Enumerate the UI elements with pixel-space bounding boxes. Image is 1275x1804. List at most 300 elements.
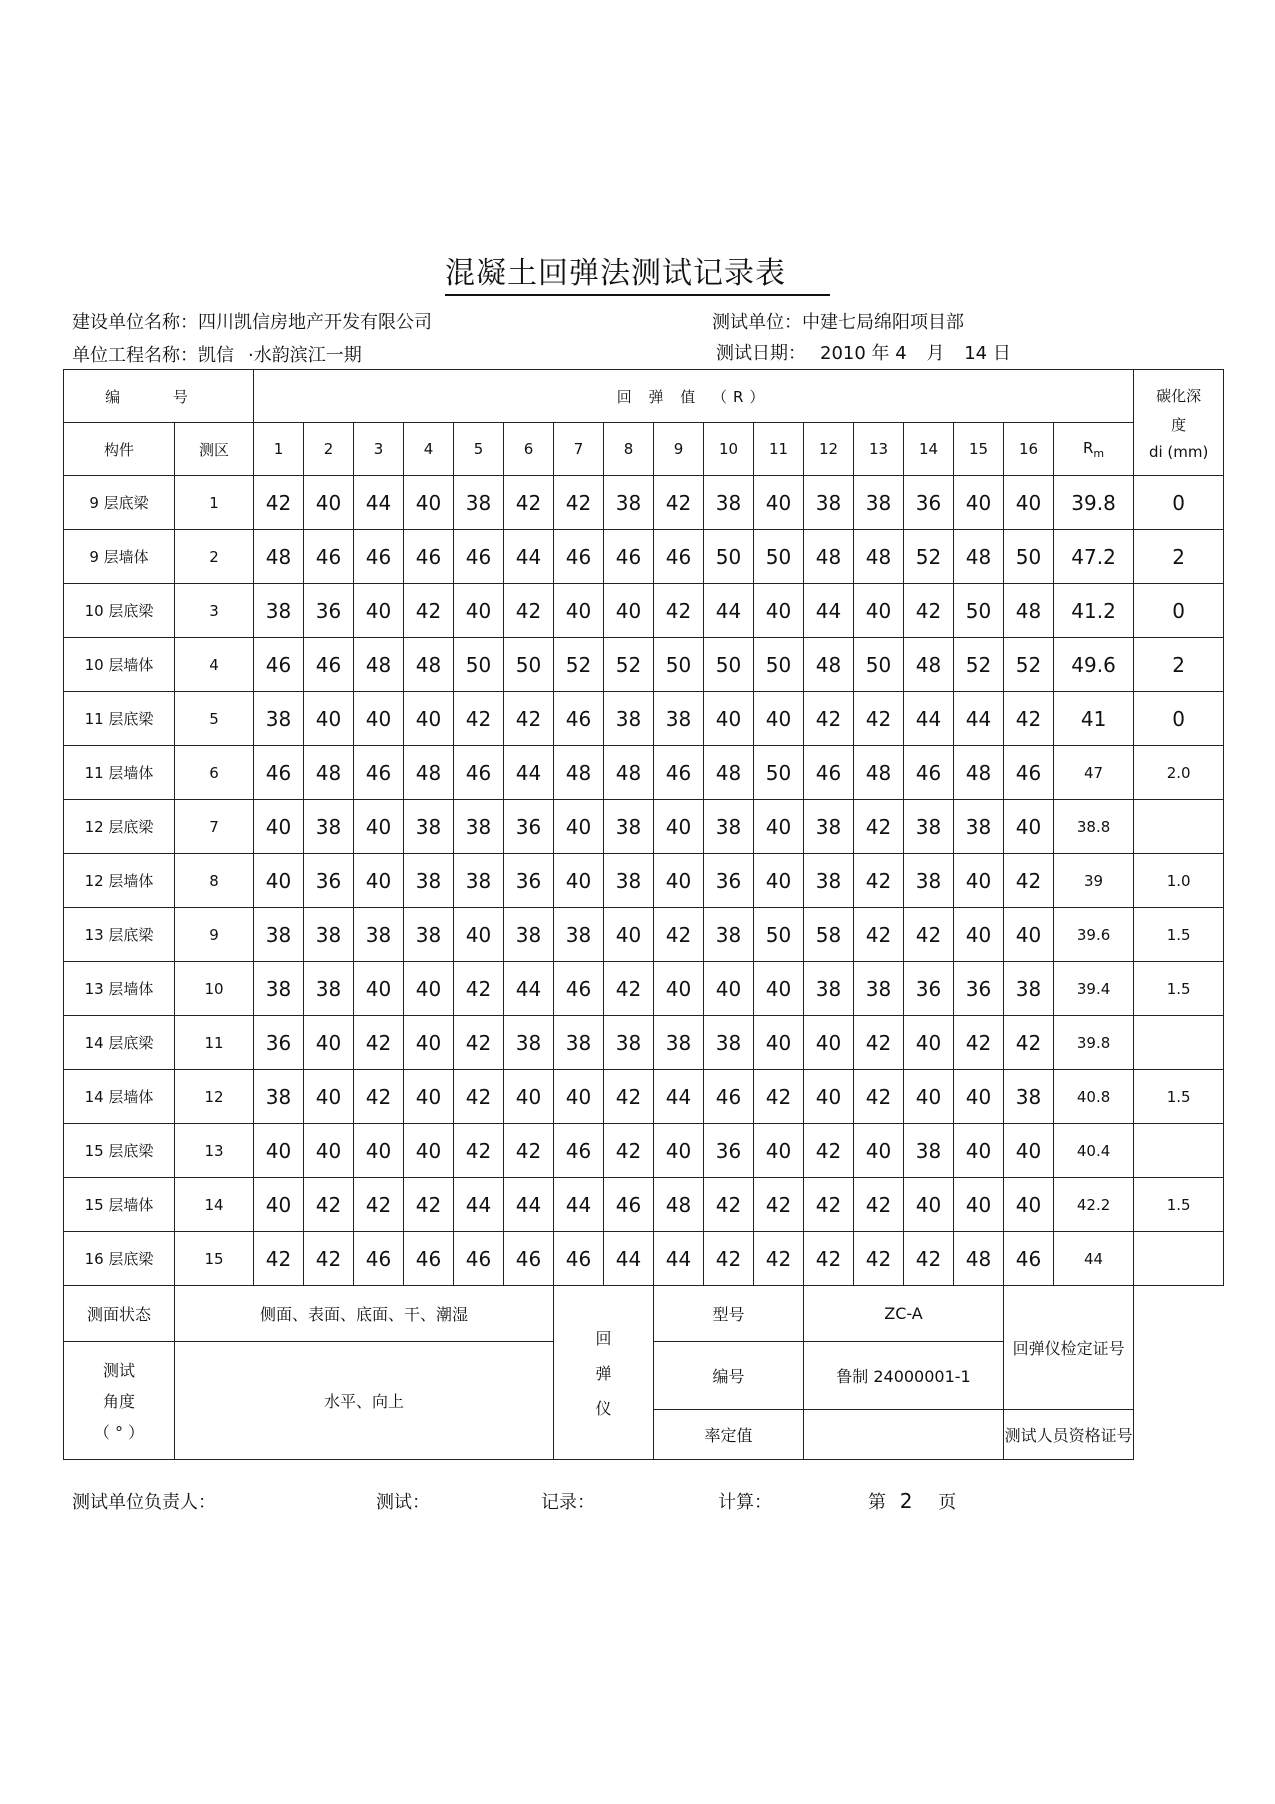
table-row (64, 692, 1224, 746)
rebound-value-cell: 50 (854, 638, 904, 692)
rebound-value-cell: 42 (754, 1178, 804, 1232)
header-col-16: 16 (1004, 423, 1054, 476)
rebound-value-cell: 40 (304, 1070, 354, 1124)
rebound-value-cell: 50 (654, 638, 704, 692)
rebound-value-cell: 40 (304, 1124, 354, 1178)
member-cell: 11 层底梁 (64, 692, 175, 746)
rebound-value-cell: 36 (954, 962, 1004, 1016)
rebound-value-cell: 42 (904, 584, 954, 638)
rebound-value-cell: 40 (354, 692, 404, 746)
rebound-value-cell: 40 (354, 1124, 404, 1178)
rebound-value-cell: 40 (254, 854, 304, 908)
member-cell: 13 层墙体 (64, 962, 175, 1016)
rebound-value-cell: 42 (904, 908, 954, 962)
rebound-value-cell: 40 (954, 476, 1004, 530)
rebound-value-cell: 40 (954, 908, 1004, 962)
rebound-value-cell: 46 (354, 746, 404, 800)
page-prefix: 第 (868, 1492, 886, 1513)
rebound-value-cell: 38 (604, 800, 654, 854)
rm-cell: 39.8 (1054, 1016, 1134, 1070)
table-row (64, 638, 1224, 692)
rebound-value-cell: 42 (304, 1232, 354, 1286)
zone-cell: 2 (175, 530, 254, 584)
angle-label-line-2: 角度 (102, 1392, 135, 1411)
rebound-value-cell: 48 (854, 530, 904, 584)
rebound-value-cell: 38 (504, 908, 554, 962)
rebound-record-table (63, 369, 1224, 1460)
table-row (64, 854, 1224, 908)
page-suffix: 页 (938, 1492, 957, 1513)
rebound-value-cell: 44 (354, 476, 404, 530)
rebound-value-cell: 40 (404, 476, 454, 530)
project-line (72, 341, 362, 367)
header-rebound: 回 弹 值 （R） (254, 370, 1134, 423)
rebound-value-cell: 46 (1004, 1232, 1054, 1286)
rebound-value-cell: 38 (604, 854, 654, 908)
rebound-value-cell: 40 (554, 854, 604, 908)
rebound-value-cell: 38 (904, 800, 954, 854)
rm-cell: 49.6 (1054, 638, 1134, 692)
rebound-value-cell: 42 (904, 1232, 954, 1286)
rebound-value-cell: 42 (804, 1232, 854, 1286)
date-month-unit: 月 (926, 343, 945, 364)
rebound-value-cell: 42 (554, 476, 604, 530)
zone-cell: 10 (175, 962, 254, 1016)
zone-cell: 7 (175, 800, 254, 854)
carbonation-cell: 0 (1134, 476, 1224, 530)
zone-cell: 5 (175, 692, 254, 746)
rebound-value-cell: 46 (654, 530, 704, 584)
rebound-value-cell: 40 (654, 962, 704, 1016)
member-cell: 15 层墙体 (64, 1178, 175, 1232)
rebound-value-cell: 38 (404, 800, 454, 854)
rebound-value-cell: 46 (354, 1232, 404, 1286)
footer-recorder: 记录： (541, 1492, 595, 1513)
rebound-value-cell: 46 (304, 530, 354, 584)
table-row (64, 584, 1224, 638)
rate-value (804, 1410, 1004, 1460)
rebound-value-cell: 36 (254, 1016, 304, 1070)
rebound-value-cell: 52 (1004, 638, 1054, 692)
rebound-value-cell: 38 (454, 854, 504, 908)
test-unit-label: 测试单位： (712, 312, 802, 333)
rebound-value-cell: 46 (554, 1124, 604, 1178)
rebound-value-cell: 38 (804, 800, 854, 854)
rm-cell: 41 (1054, 692, 1134, 746)
zone-cell: 4 (175, 638, 254, 692)
rebound-value-cell: 40 (304, 1016, 354, 1070)
header-col-11: 11 (754, 423, 804, 476)
rebound-value-cell: 38 (254, 962, 304, 1016)
footer-manager: 测试单位负责人： (72, 1492, 216, 1513)
rebound-value-cell: 50 (454, 638, 504, 692)
rebound-value-cell: 42 (854, 1016, 904, 1070)
instrument-label (554, 1286, 654, 1460)
rebound-value-cell: 42 (804, 1178, 854, 1232)
carbonation-cell: 1.5 (1134, 1070, 1224, 1124)
rebound-value-cell: 46 (454, 530, 504, 584)
rebound-value-cell: 38 (804, 854, 854, 908)
rebound-value-cell: 40 (754, 476, 804, 530)
rebound-value-cell: 38 (854, 962, 904, 1016)
rebound-value-cell: 46 (904, 746, 954, 800)
table-row (64, 908, 1224, 962)
table-row (64, 1070, 1224, 1124)
header-rm-subscript: m (1093, 446, 1105, 460)
header-col-3: 3 (354, 423, 404, 476)
project-value-a: 凯信 (198, 345, 234, 366)
rm-cell: 39.4 (1054, 962, 1134, 1016)
rebound-value-cell: 42 (854, 1070, 904, 1124)
rebound-value-cell: 42 (454, 692, 504, 746)
rebound-value-cell: 40 (754, 962, 804, 1016)
rm-cell: 40.4 (1054, 1124, 1134, 1178)
rebound-value-cell: 40 (404, 1016, 454, 1070)
zone-cell: 13 (175, 1124, 254, 1178)
rebound-value-cell: 44 (454, 1178, 504, 1232)
header-zone: 测区 (175, 423, 254, 476)
angle-label-line-3: （ ° ） (93, 1423, 145, 1442)
rebound-value-cell: 48 (254, 530, 304, 584)
angle-label (64, 1342, 175, 1460)
serial-label: 编号 (654, 1342, 804, 1410)
carbonation-cell (1134, 1124, 1224, 1178)
rebound-value-cell: 46 (304, 638, 354, 692)
rebound-value-cell: 38 (704, 908, 754, 962)
rebound-value-cell: 36 (704, 1124, 754, 1178)
rebound-value-cell: 42 (754, 1070, 804, 1124)
header-biaohao: 编 号 (64, 370, 254, 423)
rm-cell: 39.8 (1054, 476, 1134, 530)
table-row (64, 1178, 1224, 1232)
rebound-value-cell: 40 (904, 1178, 954, 1232)
date-day: 14 (964, 343, 988, 364)
rm-cell: 47 (1054, 746, 1134, 800)
rebound-value-cell: 42 (854, 692, 904, 746)
test-unit-value: 中建七局绵阳项目部 (802, 312, 964, 333)
rebound-value-cell: 40 (904, 1070, 954, 1124)
member-cell: 14 层墙体 (64, 1070, 175, 1124)
rebound-value-cell: 40 (754, 1124, 804, 1178)
zone-cell: 12 (175, 1070, 254, 1124)
rebound-value-cell: 50 (754, 746, 804, 800)
rebound-value-cell: 44 (504, 1178, 554, 1232)
rm-cell: 39 (1054, 854, 1134, 908)
rebound-value-cell: 42 (404, 1178, 454, 1232)
header-rm-symbol: R (1082, 438, 1094, 457)
rm-cell: 47.2 (1054, 530, 1134, 584)
rebound-value-cell: 50 (754, 908, 804, 962)
rebound-value-cell: 38 (254, 692, 304, 746)
header-col-14: 14 (904, 423, 954, 476)
carbonation-cell: 2 (1134, 530, 1224, 584)
rate-label: 率定值 (654, 1410, 804, 1460)
rebound-value-cell: 52 (554, 638, 604, 692)
rebound-value-cell: 48 (654, 1178, 704, 1232)
rebound-value-cell: 44 (704, 584, 754, 638)
rebound-value-cell: 38 (904, 1124, 954, 1178)
header-col-9: 9 (654, 423, 704, 476)
rebound-value-cell: 42 (354, 1178, 404, 1232)
rebound-value-cell: 38 (554, 1016, 604, 1070)
rm-cell: 38.8 (1054, 800, 1134, 854)
rebound-value-cell: 48 (804, 530, 854, 584)
rebound-value-cell: 40 (654, 800, 704, 854)
rebound-value-cell: 44 (554, 1178, 604, 1232)
rebound-value-cell: 40 (604, 584, 654, 638)
zone-cell: 11 (175, 1016, 254, 1070)
rebound-value-cell: 42 (604, 1124, 654, 1178)
rebound-value-cell: 40 (404, 1070, 454, 1124)
rebound-value-cell: 44 (954, 692, 1004, 746)
member-cell: 16 层底梁 (64, 1232, 175, 1286)
rebound-value-cell: 50 (754, 638, 804, 692)
rebound-value-cell: 40 (954, 1178, 1004, 1232)
rebound-value-cell: 40 (354, 962, 404, 1016)
angle-label-line-1: 测试 (102, 1361, 135, 1380)
rebound-value-cell: 40 (954, 1070, 1004, 1124)
rebound-value-cell: 38 (454, 476, 504, 530)
rebound-value-cell: 46 (554, 962, 604, 1016)
rebound-value-cell: 38 (904, 854, 954, 908)
header-col-2: 2 (304, 423, 354, 476)
rebound-value-cell: 50 (704, 638, 754, 692)
carbonation-cell: 1.5 (1134, 908, 1224, 962)
member-cell: 12 层墙体 (64, 854, 175, 908)
rebound-value-cell: 42 (354, 1016, 404, 1070)
rebound-value-cell: 46 (804, 746, 854, 800)
date-year-unit: 年 (871, 343, 890, 364)
rebound-value-cell: 36 (904, 476, 954, 530)
rebound-value-cell: 42 (504, 584, 554, 638)
rebound-value-cell: 50 (954, 584, 1004, 638)
rebound-value-cell: 42 (454, 962, 504, 1016)
rebound-value-cell: 38 (254, 1070, 304, 1124)
rebound-value-cell: 58 (804, 908, 854, 962)
member-cell: 10 层墙体 (64, 638, 175, 692)
rebound-value-cell: 44 (504, 530, 554, 584)
rebound-value-cell: 46 (504, 1232, 554, 1286)
rebound-value-cell: 40 (354, 854, 404, 908)
header-col-10: 10 (704, 423, 754, 476)
carbonation-cell: 0 (1134, 692, 1224, 746)
rebound-value-cell: 40 (254, 1178, 304, 1232)
rebound-value-cell: 38 (654, 1016, 704, 1070)
rebound-value-cell: 42 (604, 1070, 654, 1124)
carbonation-cell (1134, 800, 1224, 854)
rebound-value-cell: 48 (304, 746, 354, 800)
rebound-value-cell: 42 (854, 854, 904, 908)
zone-cell: 3 (175, 584, 254, 638)
rebound-value-cell: 46 (604, 1178, 654, 1232)
rebound-value-cell: 50 (704, 530, 754, 584)
footer-tester: 测试： (376, 1492, 430, 1513)
project-value-b: ·水韵滨江一期 (248, 345, 362, 366)
table-row (64, 746, 1224, 800)
rebound-value-cell: 42 (804, 692, 854, 746)
rebound-value-cell: 40 (904, 1016, 954, 1070)
rebound-value-cell: 50 (1004, 530, 1054, 584)
rebound-value-cell: 40 (304, 692, 354, 746)
rebound-value-cell: 40 (254, 1124, 304, 1178)
rebound-value-cell: 48 (554, 746, 604, 800)
rebound-value-cell: 48 (404, 638, 454, 692)
table-row (64, 800, 1224, 854)
form-title: 混凝土回弹法测试记录表 (0, 248, 1275, 296)
model-label: 型号 (654, 1286, 804, 1342)
instrument-char-2: 弹 (595, 1364, 612, 1383)
rm-cell: 44 (1054, 1232, 1134, 1286)
footer-page (868, 1488, 956, 1514)
rebound-value-cell: 40 (604, 908, 654, 962)
rebound-value-cell: 42 (954, 1016, 1004, 1070)
rebound-value-cell: 38 (804, 476, 854, 530)
member-cell: 15 层底梁 (64, 1124, 175, 1178)
rebound-value-cell: 42 (654, 476, 704, 530)
header-col-6: 6 (504, 423, 554, 476)
rebound-value-cell: 42 (604, 962, 654, 1016)
rebound-value-cell: 46 (404, 530, 454, 584)
rebound-value-cell: 36 (704, 854, 754, 908)
rebound-value-cell: 40 (754, 692, 804, 746)
header-col-5: 5 (454, 423, 504, 476)
rebound-value-cell: 42 (454, 1016, 504, 1070)
table-row (64, 476, 1224, 530)
carbonation-cell: 1.0 (1134, 854, 1224, 908)
zone-cell: 6 (175, 746, 254, 800)
table-row (64, 1124, 1224, 1178)
header-carbonation (1134, 370, 1224, 476)
rebound-value-cell: 38 (404, 854, 454, 908)
rebound-value-cell: 44 (604, 1232, 654, 1286)
rebound-value-cell: 46 (554, 530, 604, 584)
rebound-value-cell: 38 (704, 476, 754, 530)
build-unit-line (72, 308, 432, 334)
serial-value: 鲁制 24000001-1 (804, 1342, 1004, 1410)
rebound-value-cell: 48 (954, 1232, 1004, 1286)
rebound-value-cell: 46 (704, 1070, 754, 1124)
rebound-value-cell: 40 (304, 476, 354, 530)
zone-cell: 8 (175, 854, 254, 908)
rebound-value-cell: 44 (904, 692, 954, 746)
rebound-value-cell: 40 (854, 584, 904, 638)
rebound-value-cell: 38 (404, 908, 454, 962)
rm-cell: 39.6 (1054, 908, 1134, 962)
date-month: 4 (895, 343, 907, 364)
rebound-value-cell: 42 (854, 908, 904, 962)
rebound-value-cell: 42 (854, 1232, 904, 1286)
zone-cell: 15 (175, 1232, 254, 1286)
rebound-value-cell: 42 (1004, 1016, 1054, 1070)
rebound-value-cell: 48 (954, 530, 1004, 584)
rebound-value-cell: 40 (454, 584, 504, 638)
header-carb-line-1: 碳化深 (1156, 386, 1202, 405)
table-row (64, 962, 1224, 1016)
page-number: 2 (899, 1489, 913, 1513)
rebound-value-cell: 40 (1004, 908, 1054, 962)
instrument-cert-label: 回弹仪检定证号 (1004, 1286, 1134, 1410)
date-year: 2010 (820, 343, 866, 364)
carbonation-cell (1134, 1016, 1224, 1070)
rebound-value-cell: 42 (254, 1232, 304, 1286)
rebound-value-cell: 40 (754, 584, 804, 638)
rebound-value-cell: 38 (354, 908, 404, 962)
rebound-value-cell: 36 (304, 584, 354, 638)
build-unit-value: 四川凯信房地产开发有限公司 (198, 312, 432, 333)
rebound-value-cell: 40 (704, 692, 754, 746)
rebound-value-cell: 50 (504, 638, 554, 692)
rebound-value-cell: 44 (804, 584, 854, 638)
rebound-value-cell: 46 (1004, 746, 1054, 800)
carbonation-cell: 2 (1134, 638, 1224, 692)
rebound-value-cell: 38 (854, 476, 904, 530)
rebound-value-cell: 38 (704, 800, 754, 854)
rebound-value-cell: 40 (504, 1070, 554, 1124)
rebound-value-cell: 52 (604, 638, 654, 692)
rebound-value-cell: 38 (504, 1016, 554, 1070)
rebound-value-cell: 48 (954, 746, 1004, 800)
header-member: 构件 (64, 423, 175, 476)
test-date-label: 测试日期： (716, 343, 806, 364)
rm-cell: 41.2 (1054, 584, 1134, 638)
rebound-value-cell: 38 (604, 476, 654, 530)
rm-cell: 42.2 (1054, 1178, 1134, 1232)
rebound-value-cell: 40 (454, 908, 504, 962)
rebound-value-cell: 38 (554, 908, 604, 962)
rebound-value-cell: 40 (404, 1124, 454, 1178)
rebound-value-cell: 38 (654, 692, 704, 746)
rebound-value-cell: 40 (1004, 1124, 1054, 1178)
rebound-value-cell: 40 (354, 800, 404, 854)
rebound-value-cell: 42 (704, 1232, 754, 1286)
model-value: ZC-A (804, 1286, 1004, 1342)
rebound-value-cell: 42 (854, 1178, 904, 1232)
rebound-value-cell: 38 (804, 962, 854, 1016)
rebound-value-cell: 40 (954, 1124, 1004, 1178)
rebound-value-cell: 46 (604, 530, 654, 584)
header-rm (1054, 423, 1134, 476)
member-cell: 11 层墙体 (64, 746, 175, 800)
rebound-value-cell: 40 (554, 1070, 604, 1124)
test-date-line (716, 339, 1011, 365)
rebound-value-cell: 48 (354, 638, 404, 692)
rebound-value-cell: 42 (354, 1070, 404, 1124)
rebound-value-cell: 42 (804, 1124, 854, 1178)
instrument-char-3: 仪 (595, 1399, 612, 1418)
angle-value: 水平、向上 (175, 1342, 554, 1460)
test-unit-line (712, 308, 964, 334)
rebound-value-cell: 38 (304, 800, 354, 854)
carbonation-cell (1134, 1232, 1224, 1286)
rebound-value-cell: 48 (1004, 584, 1054, 638)
rebound-value-cell: 36 (504, 800, 554, 854)
rebound-value-cell: 40 (1004, 476, 1054, 530)
rebound-value-cell: 46 (554, 692, 604, 746)
rebound-value-cell: 38 (604, 1016, 654, 1070)
project-label: 单位工程名称： (72, 345, 198, 366)
zone-cell: 9 (175, 908, 254, 962)
rebound-value-cell: 46 (454, 1232, 504, 1286)
rebound-value-cell: 38 (304, 962, 354, 1016)
rebound-value-cell: 46 (354, 530, 404, 584)
rebound-value-cell: 38 (254, 584, 304, 638)
rebound-value-cell: 48 (804, 638, 854, 692)
rebound-value-cell: 38 (304, 908, 354, 962)
rebound-value-cell: 40 (804, 1016, 854, 1070)
rebound-value-cell: 42 (704, 1178, 754, 1232)
rebound-value-cell: 48 (404, 746, 454, 800)
rebound-value-cell: 42 (854, 800, 904, 854)
